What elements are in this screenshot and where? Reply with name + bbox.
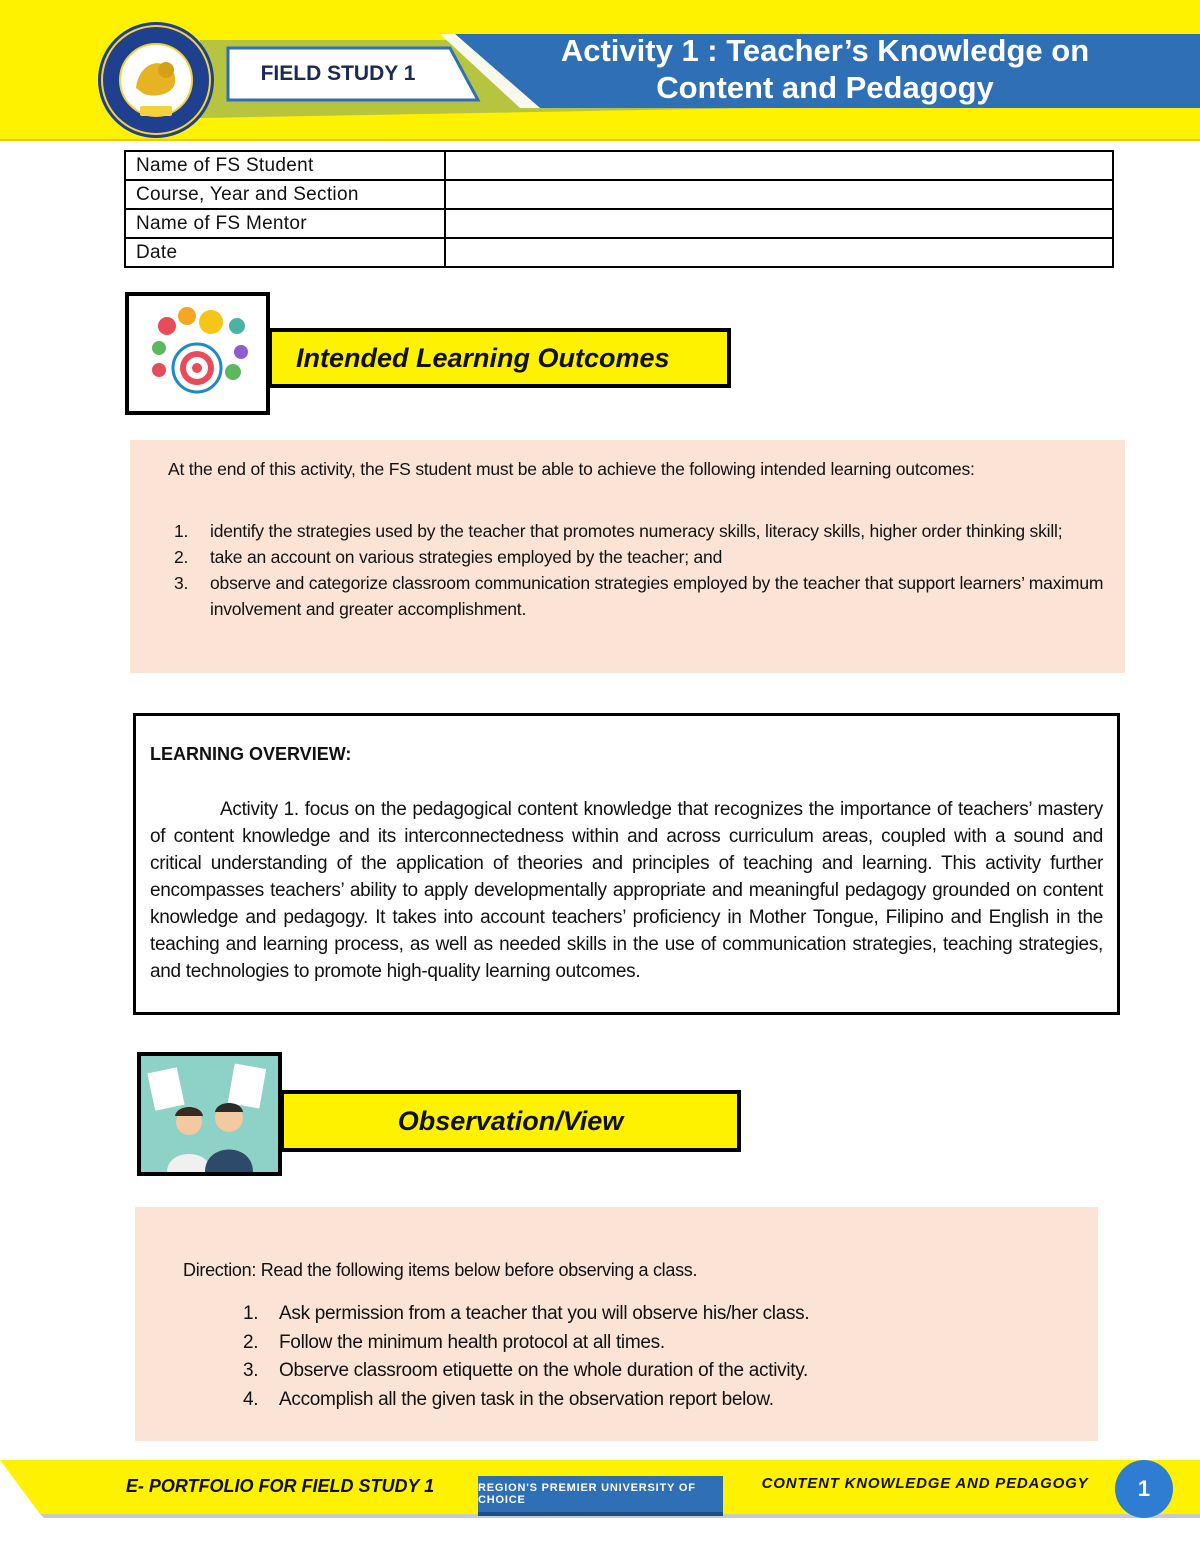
course-year-section-label: Course, Year and Section [125,180,445,209]
footer-portfolio-label: E- PORTFOLIO FOR FIELD STUDY 1 [125,1476,435,1496]
list-number: 2. [243,1331,259,1353]
date-label: Date [125,238,445,267]
observation-list [243,1300,1063,1414]
course-label: FIELD STUDY 1 [260,62,416,85]
table-row [125,151,1113,180]
observation-direction: Direction: Read the following items below before observing a class. [183,1260,698,1280]
list-number: 1. [174,521,189,541]
list-item [168,518,1108,544]
target-icon [129,296,266,411]
observation-illustration [137,1052,282,1176]
people-observing-icon [141,1056,278,1172]
list-item [168,544,1108,570]
course-year-section-field[interactable] [445,180,1113,209]
ilo-list [168,518,1108,622]
list-number: 3. [174,573,189,593]
list-item [243,1386,1063,1415]
list-number: 2. [174,547,189,567]
footer-topic-label: CONTENT KNOWLEDGE AND PEDAGOGY [761,1475,1089,1492]
ilo-intro: At the end of this activity, the FS student must be able to achieve the following intended learning outcomes: [168,459,975,479]
student-name-label: Name of FS Student [125,151,445,180]
learning-overview-title: LEARNING OVERVIEW: [150,744,352,764]
activity-title [525,32,1125,106]
list-number: 3. [243,1360,259,1381]
list-item [168,570,1108,622]
list-text: observe and categorize classroom communication strategies employed by the teacher that support learners’ maximum involvement and greater accomplishment. [210,573,1104,619]
learning-overview-text [150,796,1103,985]
table-row [125,209,1113,238]
list-text: take an account on various strategies employed by the teacher; and [210,547,723,567]
mentor-name-field[interactable] [445,209,1113,238]
learning-overview-paragraph: Activity 1. focus on the pedagogical content knowledge that recognizes the importance of teachers’ mastery of content knowledge and its interconnectedness within and across curriculum areas, coupled with a sound and critical understanding of the application of theories and principles of teaching and learning. This activity further encompasses teachers’ ability to apply developmentally appropriate and meaningful pedagogy grounded on content knowledge and pedagogy. It takes into account teachers’ proficiency in Mother Tongue, Filipino and English in the teaching and learning process, as well as needed skills in the use of communication strategies, teaching strategies, and technologies to promote high-quality learning outcomes. [150,799,1103,982]
mentor-name-label: Name of FS Mentor [125,209,445,238]
list-text: identify the strategies used by the teacher that promotes numeracy skills, literacy skills, higher order thinking skill; [210,521,1063,541]
observation-heading: Observation/View [280,1090,741,1152]
list-number: 1. [243,1303,259,1324]
table-row [125,180,1113,209]
list-text: Observe classroom etiquette on the whole duration of the activity. [279,1360,809,1381]
list-text: Follow the minimum health protocol at all times. [279,1331,665,1353]
page-number: 1 [1115,1460,1173,1518]
list-item [243,1300,1063,1329]
date-field[interactable] [445,238,1113,267]
activity-title-line1: Activity 1 : Teacher’s Knowledge on [560,33,1090,68]
footer-tagline: REGION'S PREMIER UNIVERSITY OF CHOICE [478,1476,723,1512]
student-info-table [124,150,1114,268]
learning-target-illustration [125,292,270,415]
list-item [243,1329,1063,1358]
list-text: Accomplish all the given task in the observation report below. [279,1388,774,1410]
ilo-heading: Intended Learning Outcomes [268,328,731,388]
list-number: 4. [243,1388,259,1410]
table-row [125,238,1113,267]
list-item [243,1357,1063,1386]
university-seal-logo [96,20,216,140]
list-text: Ask permission from a teacher that you will observe his/her class. [279,1303,810,1324]
activity-title-line2: Content and Pedagogy [656,70,994,105]
student-name-field[interactable] [445,151,1113,180]
